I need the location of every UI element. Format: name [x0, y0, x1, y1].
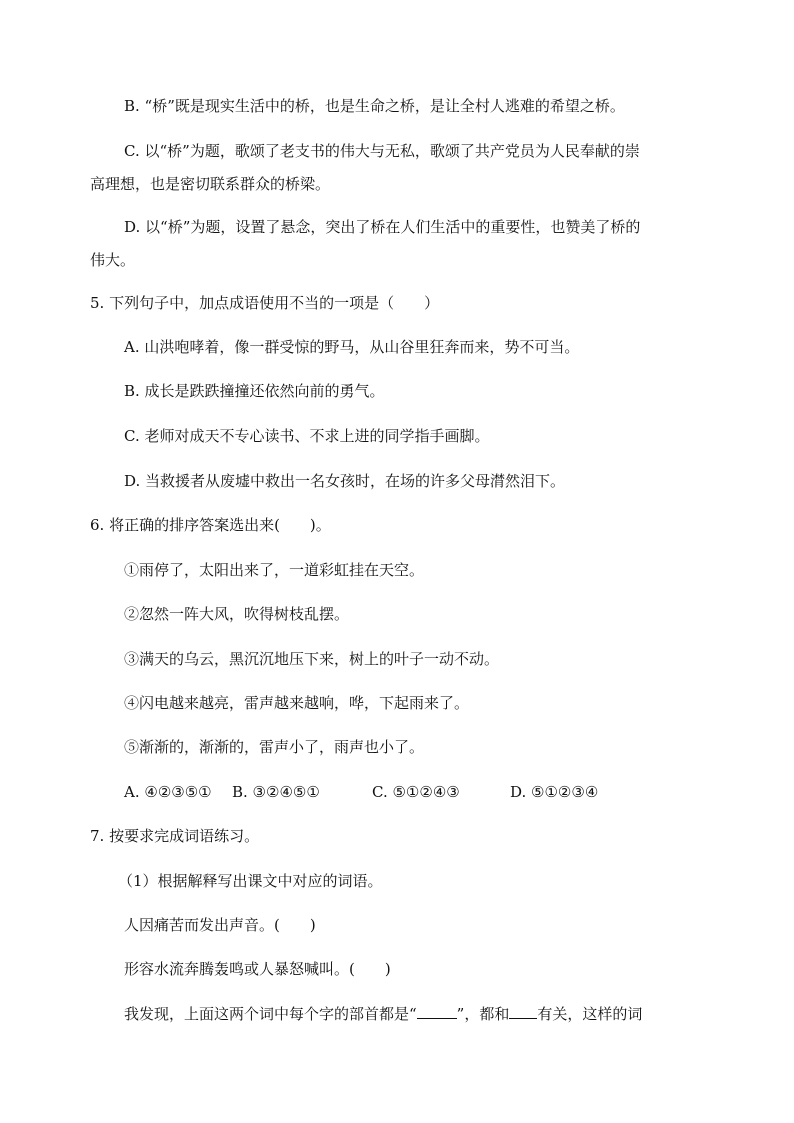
answer-blank-radical[interactable]: [417, 1004, 457, 1019]
q6-stem: 6. 将正确的排序答案选出来( )。: [90, 516, 331, 534]
q5-stem: 5. 下列句子中，加点成语使用不当的一项是（ ）: [90, 294, 440, 312]
q4-option-b: B. “桥”既是现实生活中的桥，也是生命之桥，是让全村人逃难的希望之桥。: [124, 97, 625, 115]
q6-sentence-2: ②忽然一阵大风，吹得树枝乱摆。: [124, 605, 350, 623]
q6-sentence-1: ①雨停了，太阳出来了，一道彩虹挂在天空。: [124, 561, 425, 579]
q4-option-d-line1: D. 以“桥”为题，设置了悬念，突出了桥在人们生活中的重要性，也赞美了桥的: [124, 218, 641, 236]
q4-option-d-line2: 伟大。: [90, 251, 136, 269]
q6-sentence-3: ③满天的乌云，黑沉沉地压下来，树上的叶子一动不动。: [124, 650, 500, 668]
q7-sub-question-1: （1）根据解释写出课文中对应的词语。: [118, 872, 383, 890]
q6-sentence-4: ④闪电越来越亮，雷声越来越响，哗，下起雨来了。: [124, 694, 470, 712]
q5-option-a: A. 山洪咆哮着，像一群受惊的野马，从山谷里狂奔而来，势不可当。: [124, 338, 580, 356]
q7-observation: [124, 1004, 642, 1024]
q7-item-1: 人因痛苦而发出声音。( ): [124, 916, 316, 934]
q4-option-c-line2: 高理想，也是密切联系群众的桥梁。: [90, 175, 331, 193]
q6-sentence-5: ⑤渐渐的，渐渐的，雷声小了，雨声也小了。: [124, 738, 425, 756]
q5-option-b: B. 成长是跌跌撞撞还依然向前的勇气。: [124, 382, 385, 400]
q7-observation-part2: ”，都和: [456, 1005, 510, 1023]
q5-option-c: C. 老师对成天不专心读书、不求上进的同学指手画脚。: [124, 427, 490, 445]
q6-option-a: A. ④②③⑤①: [124, 783, 212, 801]
q6-option-c: C. ⑤①②④③: [372, 783, 460, 801]
q5-option-d: D. 当救援者从废墟中救出一名女孩时，在场的许多父母潸然泪下。: [124, 472, 566, 490]
q6-option-b: B. ③②④⑤①: [232, 783, 320, 801]
q6-option-d: D. ⑤①②③④: [510, 783, 599, 801]
q7-item-2: 形容水流奔腾轰鸣或人暴怒喊叫。( ): [124, 960, 391, 978]
q4-option-c-line1: C. 以“桥”为题，歌颂了老支书的伟大与无私，歌颂了共产党员为人民奉献的崇: [124, 142, 640, 160]
q7-stem: 7. 按要求完成词语练习。: [90, 827, 260, 845]
answer-blank-meaning[interactable]: [509, 1004, 537, 1019]
q7-observation-part3: 有关，这样的词: [537, 1005, 643, 1023]
q7-observation-part1: 我发现，上面这两个词中每个字的部首都是“: [124, 1005, 417, 1023]
